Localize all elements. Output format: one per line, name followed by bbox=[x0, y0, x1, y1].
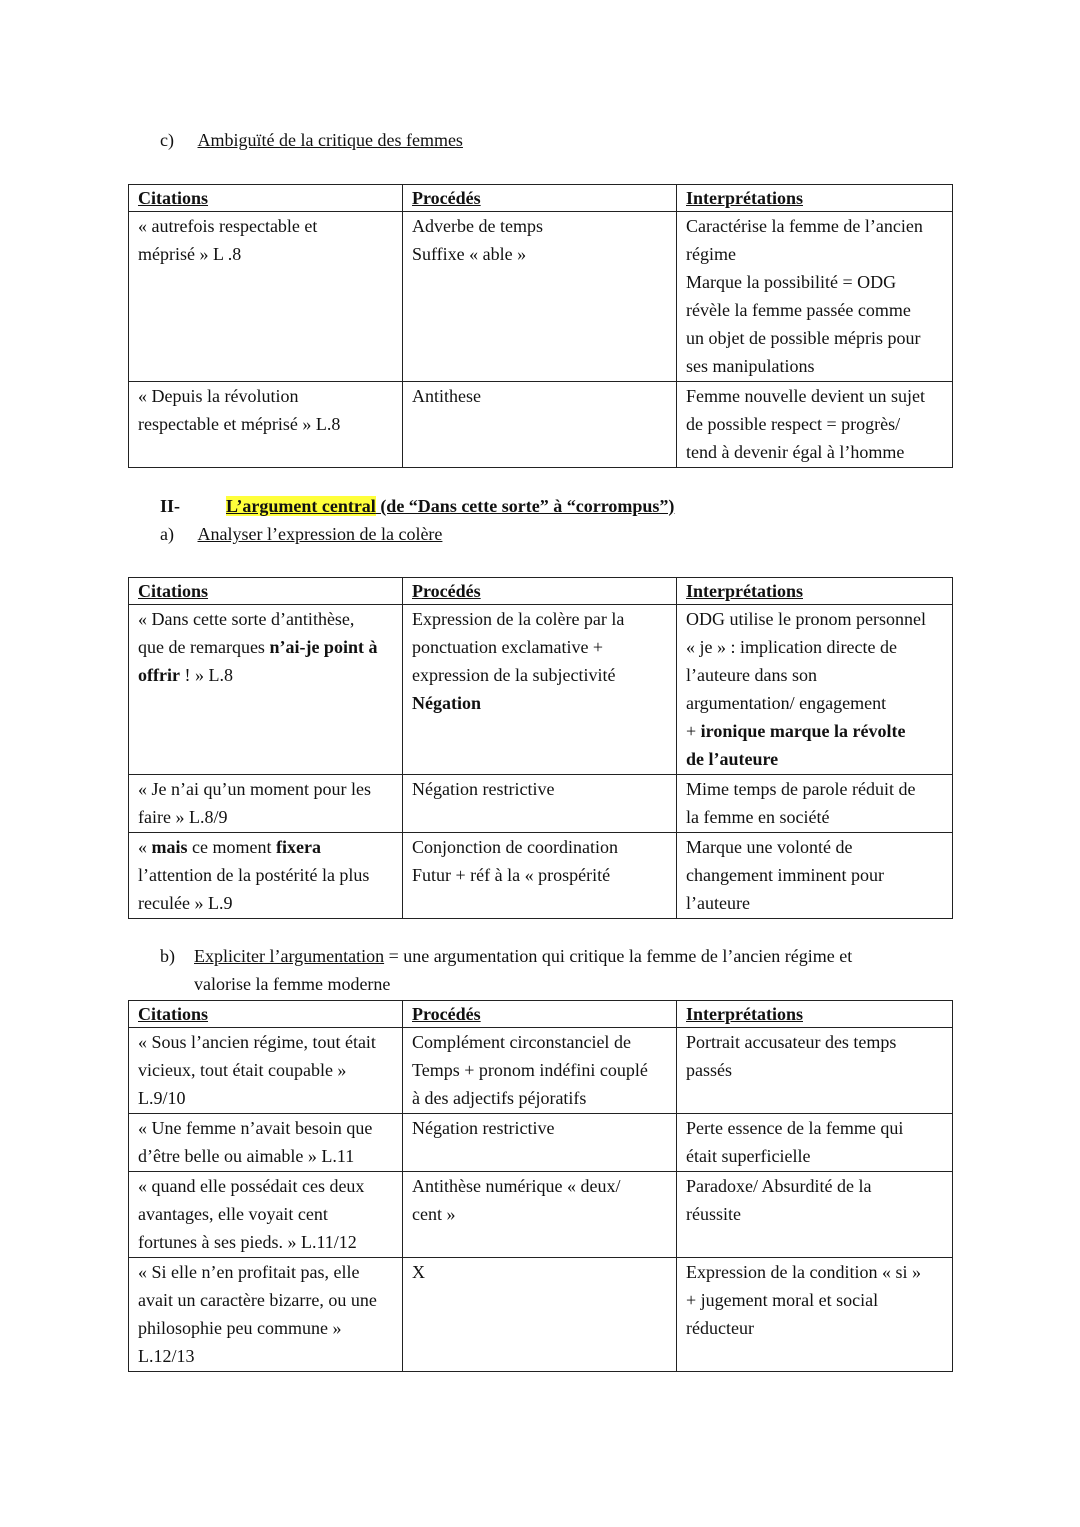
cell-procede bbox=[403, 382, 677, 468]
table-colere bbox=[128, 577, 953, 919]
text-line: était superficielle bbox=[686, 1146, 811, 1166]
table-header-row bbox=[129, 185, 953, 212]
cell-interpretation bbox=[677, 382, 953, 468]
bold-text-segment: offrir bbox=[138, 665, 180, 685]
text-line: « quand elle possédait ces deux bbox=[138, 1176, 365, 1196]
text-segment: expression de la subjectivité bbox=[412, 665, 616, 685]
text-line: vicieux, tout était coupable » bbox=[138, 1060, 347, 1080]
text-segment: l’auteure dans son bbox=[686, 665, 817, 685]
text-line: respectable et méprisé » L.8 bbox=[138, 414, 341, 434]
text-line bbox=[686, 861, 944, 889]
cell-citation bbox=[129, 1258, 403, 1372]
text-line bbox=[686, 661, 944, 689]
table-row bbox=[129, 833, 953, 919]
text-line bbox=[412, 775, 668, 803]
text-segment: changement imminent pour bbox=[686, 865, 884, 885]
text-line bbox=[138, 861, 394, 889]
text-line: Caractérise la femme de l’ancien bbox=[686, 216, 923, 236]
text-line: Antithèse numérique « deux/ bbox=[412, 1176, 621, 1196]
section-c-label: c) bbox=[160, 130, 174, 150]
text-line: réducteur bbox=[686, 1318, 754, 1338]
text-line bbox=[138, 833, 394, 861]
cell-interpretation bbox=[677, 1028, 953, 1114]
text-line bbox=[686, 803, 944, 831]
text-line: Paradoxe/ Absurdité de la bbox=[686, 1176, 872, 1196]
text-line bbox=[686, 633, 944, 661]
cell-citation bbox=[129, 212, 403, 382]
text-line bbox=[686, 717, 944, 745]
text-line: méprisé » L .8 bbox=[138, 244, 242, 264]
bold-text-segment: de l’auteure bbox=[686, 749, 779, 769]
text-line: tend à devenir égal à l’homme bbox=[686, 442, 905, 462]
text-line: de possible respect = progrès/ bbox=[686, 414, 901, 434]
text-line: Perte essence de la femme qui bbox=[686, 1118, 904, 1138]
text-segment: Conjonction de coordination bbox=[412, 837, 618, 857]
text-line: Adverbe de temps bbox=[412, 216, 543, 236]
section-II-label: II- bbox=[160, 496, 181, 516]
text-segment: Expression de la colère par la bbox=[412, 609, 625, 629]
section-b-text-line1: = une argumentation qui critique la femme de l’ancien régime et bbox=[384, 946, 853, 966]
text-segment: Marque une volonté de bbox=[686, 837, 853, 857]
cell-interpretation bbox=[677, 1172, 953, 1258]
text-line: Antithese bbox=[412, 386, 481, 406]
table-row bbox=[129, 775, 953, 833]
text-line: d’être belle ou aimable » L.11 bbox=[138, 1146, 355, 1166]
text-line: X bbox=[412, 1262, 425, 1282]
text-segment: que de remarques bbox=[138, 637, 270, 657]
text-line bbox=[686, 605, 944, 633]
cell-interpretation bbox=[677, 1258, 953, 1372]
cell-citation bbox=[129, 1172, 403, 1258]
cell-citation bbox=[129, 833, 403, 919]
text-line bbox=[686, 745, 944, 773]
text-line bbox=[138, 605, 394, 633]
text-line bbox=[138, 889, 394, 917]
section-a-title: Analyser l’expression de la colère bbox=[197, 524, 443, 544]
cell-procede bbox=[403, 212, 677, 382]
text-line: « Sous l’ancien régime, tout était bbox=[138, 1032, 376, 1052]
cell-citation bbox=[129, 1114, 403, 1172]
cell-interpretation bbox=[677, 212, 953, 382]
table-row bbox=[129, 1172, 953, 1258]
text-line bbox=[138, 633, 394, 661]
cell-interpretation bbox=[677, 1114, 953, 1172]
text-segment: faire » L.8/9 bbox=[138, 807, 228, 827]
table-row bbox=[129, 382, 953, 468]
text-line: passés bbox=[686, 1060, 732, 1080]
text-line bbox=[138, 803, 394, 831]
table-row bbox=[129, 1258, 953, 1372]
text-line: Complément circonstanciel de bbox=[412, 1032, 631, 1052]
text-line bbox=[412, 661, 668, 689]
bold-text-segment: Négation bbox=[412, 693, 481, 713]
table-row bbox=[129, 1114, 953, 1172]
cell-interpretation bbox=[677, 605, 953, 775]
text-line: à des adjectifs péjoratifs bbox=[412, 1088, 587, 1108]
text-segment: ODG utilise le pronom personnel bbox=[686, 609, 926, 629]
text-segment: Négation restrictive bbox=[412, 779, 555, 799]
cell-interpretation bbox=[677, 775, 953, 833]
text-line: fortunes à ses pieds. » L.11/12 bbox=[138, 1232, 357, 1252]
bold-text-segment: n’ai-je point à bbox=[269, 637, 378, 657]
section-b-heading bbox=[160, 942, 852, 970]
cell-citation bbox=[129, 382, 403, 468]
text-line bbox=[412, 861, 668, 889]
table-ambiguite bbox=[128, 184, 953, 468]
text-segment: argumentation/ engagement bbox=[686, 693, 887, 713]
text-line: Expression de la condition « si » bbox=[686, 1262, 921, 1282]
text-line: Marque la possibilité = ODG bbox=[686, 272, 897, 292]
section-c-heading bbox=[160, 126, 463, 154]
text-line: Portrait accusateur des temps bbox=[686, 1032, 897, 1052]
text-line bbox=[686, 889, 944, 917]
section-b-text-line2: valorise la femme moderne bbox=[194, 974, 391, 994]
header-interpretations: Interprétations bbox=[677, 1001, 953, 1028]
table-row bbox=[129, 605, 953, 775]
text-line: révèle la femme passée comme bbox=[686, 300, 911, 320]
bold-text-segment: fixera bbox=[275, 837, 321, 857]
text-line bbox=[138, 775, 394, 803]
text-line: Négation restrictive bbox=[412, 1118, 555, 1138]
table-row bbox=[129, 1028, 953, 1114]
text-line bbox=[138, 661, 394, 689]
text-line: un objet de possible mépris pour bbox=[686, 328, 921, 348]
text-line: « Depuis la révolution bbox=[138, 386, 299, 406]
text-segment: ce moment bbox=[187, 837, 276, 857]
header-interpretations: Interprétations bbox=[677, 578, 953, 605]
text-line bbox=[412, 689, 668, 717]
section-a-label: a) bbox=[160, 524, 174, 544]
text-segment: reculée » L.9 bbox=[138, 893, 233, 913]
header-citations: Citations bbox=[129, 578, 403, 605]
text-segment: « bbox=[138, 837, 152, 857]
header-procedes: Procédés bbox=[403, 185, 677, 212]
section-II-title-rest: (de “Dans cette sorte” à “corrompus”) bbox=[375, 496, 675, 516]
text-line bbox=[686, 833, 944, 861]
table-header-row bbox=[129, 1001, 953, 1028]
header-citations: Citations bbox=[129, 185, 403, 212]
text-line bbox=[412, 833, 668, 861]
header-procedes: Procédés bbox=[403, 578, 677, 605]
text-line: Temps + pronom indéfini couplé bbox=[412, 1060, 648, 1080]
bold-text-segment: ironique marque la révolte bbox=[700, 721, 906, 741]
cell-interpretation bbox=[677, 833, 953, 919]
header-interpretations: Interprétations bbox=[677, 185, 953, 212]
text-line bbox=[686, 775, 944, 803]
text-line: réussite bbox=[686, 1204, 741, 1224]
text-segment: « je » : implication directe de bbox=[686, 637, 897, 657]
cell-procede bbox=[403, 1114, 677, 1172]
section-c-title: Ambiguïté de la critique des femmes bbox=[197, 130, 463, 150]
text-segment: l’auteure bbox=[686, 893, 750, 913]
text-line: régime bbox=[686, 244, 736, 264]
section-b-title: Expliciter l’argumentation bbox=[194, 946, 385, 966]
text-line: avait un caractère bizarre, ou une bbox=[138, 1290, 377, 1310]
text-line: philosophie peu commune » bbox=[138, 1318, 342, 1338]
cell-procede bbox=[403, 1172, 677, 1258]
cell-procede bbox=[403, 1028, 677, 1114]
text-line bbox=[686, 689, 944, 717]
table-row bbox=[129, 212, 953, 382]
text-segment: la femme en société bbox=[686, 807, 830, 827]
section-II-heading bbox=[160, 492, 674, 520]
table-header-row bbox=[129, 578, 953, 605]
text-line: « autrefois respectable et bbox=[138, 216, 318, 236]
text-line: Femme nouvelle devient un sujet bbox=[686, 386, 925, 406]
text-segment: l’attention de la postérité la plus bbox=[138, 865, 370, 885]
text-line: cent » bbox=[412, 1204, 456, 1224]
text-line: L.12/13 bbox=[138, 1346, 195, 1366]
text-line: L.9/10 bbox=[138, 1088, 186, 1108]
cell-procede bbox=[403, 605, 677, 775]
text-segment: « Je n’ai qu’un moment pour les bbox=[138, 779, 371, 799]
bold-text-segment: mais bbox=[151, 837, 188, 857]
table-argumentation bbox=[128, 1000, 953, 1372]
text-line: ses manipulations bbox=[686, 356, 815, 376]
text-line: Suffixe « able » bbox=[412, 244, 527, 264]
text-line: « Si elle n’en profitait pas, elle bbox=[138, 1262, 360, 1282]
header-citations: Citations bbox=[129, 1001, 403, 1028]
cell-citation bbox=[129, 1028, 403, 1114]
text-line bbox=[412, 633, 668, 661]
text-line bbox=[412, 605, 668, 633]
section-b-label: b) bbox=[160, 946, 175, 966]
text-segment: Mime temps de parole réduit de bbox=[686, 779, 916, 799]
cell-procede bbox=[403, 775, 677, 833]
text-segment: Futur + réf à la « prospérité bbox=[412, 865, 611, 885]
text-line: + jugement moral et social bbox=[686, 1290, 879, 1310]
cell-citation bbox=[129, 775, 403, 833]
cell-procede bbox=[403, 1258, 677, 1372]
header-procedes: Procédés bbox=[403, 1001, 677, 1028]
cell-citation bbox=[129, 605, 403, 775]
text-line: avantages, elle voyait cent bbox=[138, 1204, 328, 1224]
section-a-heading bbox=[160, 520, 442, 548]
cell-procede bbox=[403, 833, 677, 919]
text-segment: ! » L.8 bbox=[179, 665, 233, 685]
text-segment: + bbox=[686, 721, 701, 741]
text-line: « Une femme n’avait besoin que bbox=[138, 1118, 373, 1138]
text-segment: « Dans cette sorte d’antithèse, bbox=[138, 609, 355, 629]
text-segment: ponctuation exclamative + bbox=[412, 637, 604, 657]
section-II-title-highlight: L’argument central bbox=[226, 496, 376, 516]
